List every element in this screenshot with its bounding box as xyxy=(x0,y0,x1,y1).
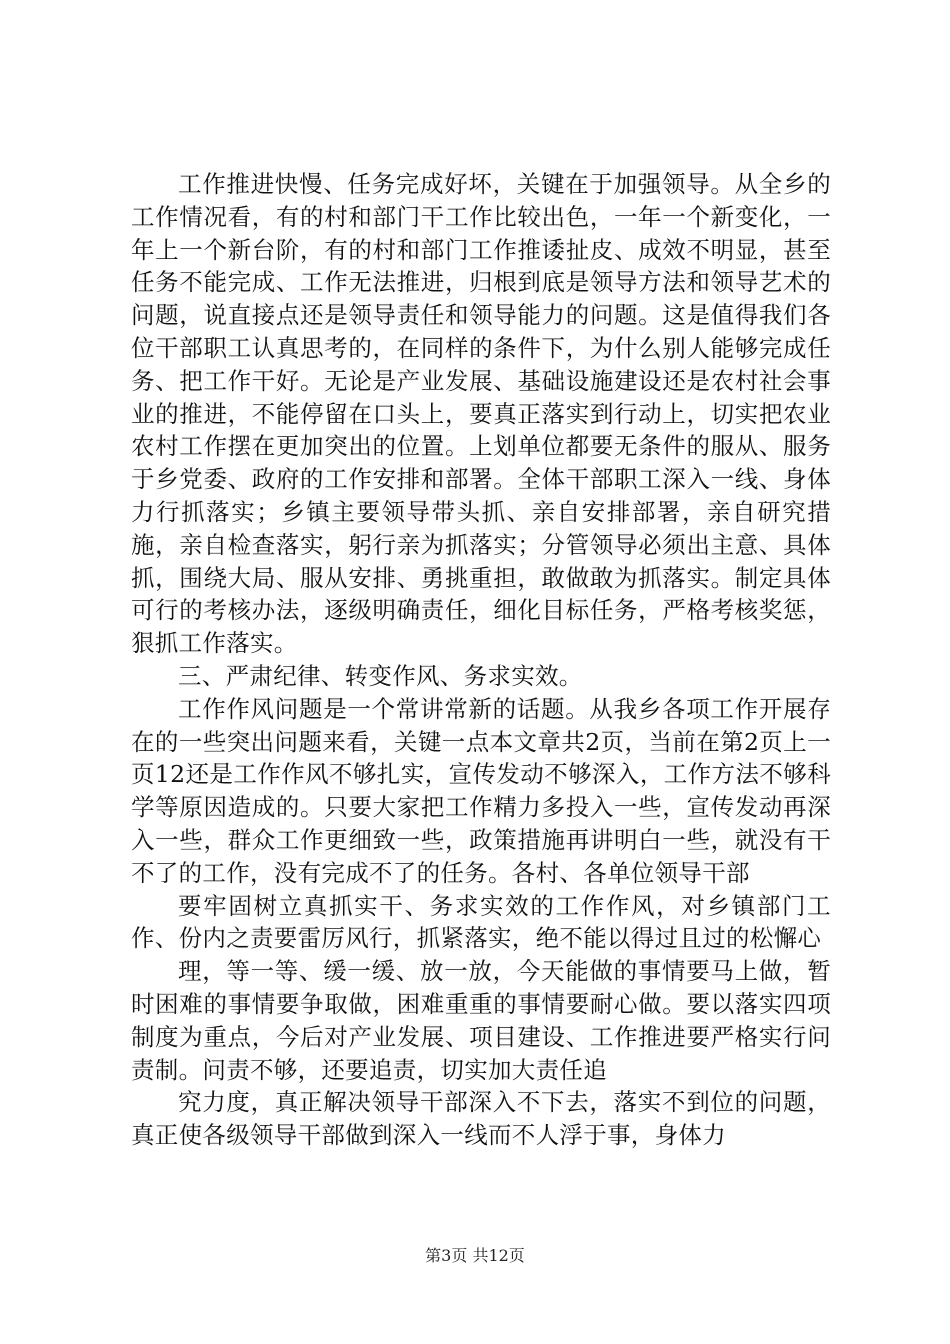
paragraph-work-style: 工作作风问题是一个常讲常新的话题。从我乡各项工作开展存在的一些突出问题来看，关键一点本文章共2页，当前在第2页上一页12还是工作作风不够扎实，宣传发动不够深入，工作方法不够科学等原因造成的。只要大家把工作精力多投入一些，宣传发动再深入一些，群众工作更细致一些，政策措施再讲明白一些，就没有干不了的工作，没有完成不了的任务。各村、各单位领导干部 xyxy=(131,694,831,887)
page-number-footer: 第3页 共12页 xyxy=(425,1246,525,1265)
paragraph-solid-style: 要牢固树立真抓实干、务求实效的工作作风，对乡镇部门工作、份内之责要雷厉风行，抓紧落实，绝不能以得过且过的松懈心 xyxy=(131,891,831,953)
section-heading-three: 三、严肃纪律、转变作风、务求实效。 xyxy=(178,661,583,690)
paragraph-leadership: 工作推进快慢、任务完成好坏，关键在于加强领导。从全乡的工作情况看，有的村和部门干工作比较出色，一年一个新变化，一年上一个新台阶，有的村和部门工作推诿扯皮、成效不明显，甚至任务不能完成、工作无法推进，归根到底是领导方法和领导艺术的问题，说直接点还是领导责任和领导能力的问题。这是值得我们各位干部职工认真思考的，在同样的条件下，为什么别人能够完成任务、把工作干好。无论是产业发展、基础设施建设还是农村社会事业的推进，不能停留在口头上，要真正落实到行动上，切实把农业农村工作摆在更加突出的位置。上划单位都要无条件的服从、服务于乡党委、政府的工作安排和部署。全体干部职工深入一线、身体力行抓落实；乡镇主要领导带头抓、亲自安排部署，亲自研究措施，亲自检查落实，躬行亲为抓落实；分管领导必须出主意、具体抓，围绕大局、服从安排、勇挑重担，敢做敢为抓落实。制定具体可行的考核办法，逐级明确责任，细化目标任务，严格考核奖惩，狠抓工作落实。 xyxy=(131,170,831,658)
paragraph-accountability: 理，等一等、缓一缓、放一放，今天能做的事情要马上做，暂时困难的事情要争取做，困难重重的事情要耐心做。要以落实四项制度为重点，今后对产业发展、项目建设、工作推进要严格实行问责制。问责不够，还要追责，切实加大责任追 xyxy=(131,957,831,1084)
paragraph-investigation: 究力度，真正解决领导干部深入不下去，落实不到位的问题，真正使各级领导干部做到深入一线而不人浮于事，身体力 xyxy=(131,1088,831,1150)
body-text xyxy=(131,168,831,1152)
